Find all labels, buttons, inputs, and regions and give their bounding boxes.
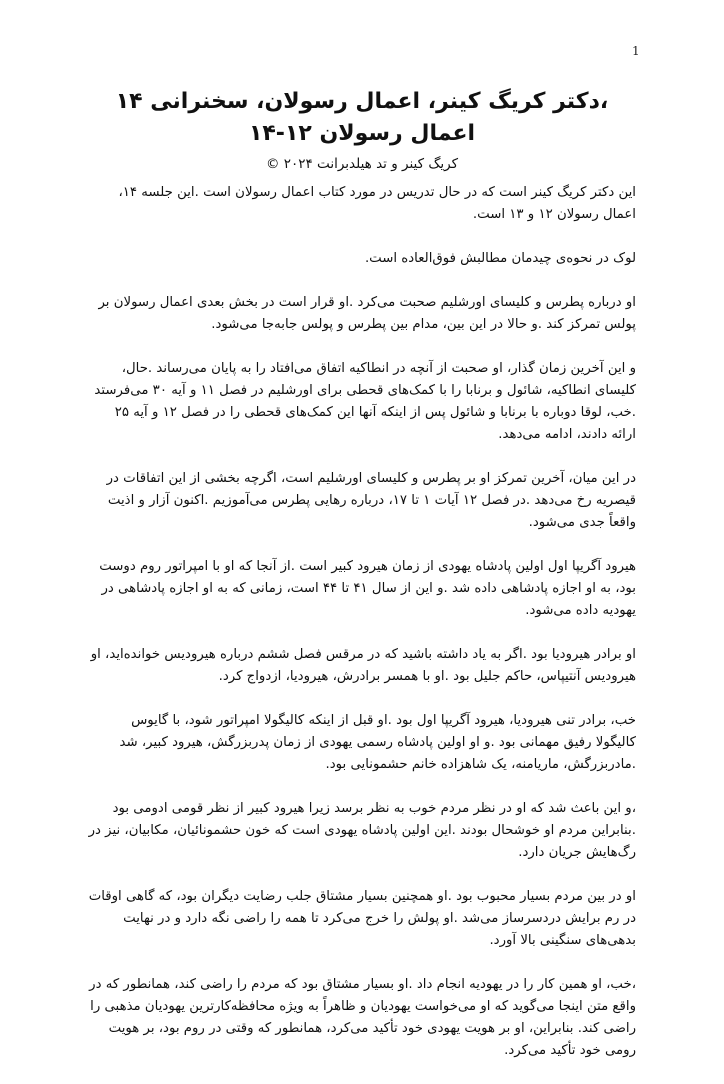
- paragraph-1: این دکتر کریگ کینر است که در حال تدریس در مورد کتاب اعمال رسولان است .این جلسه ۱۴، اعمال رسولان ۱۲ و ۱۳ است.: [118, 185, 636, 222]
- paragraph-5: در این میان، آخرین تمرکز او بر پطرس و کلیسای اورشلیم است، اگرچه بخشی از این اتفاقات در قیصریه رخ می‌دهد .در فصل ۱۲ آیات ۱ تا ۱۷، درباره رهایی پطرس می‌آموزیم .اکنون آزار و اذیت واقعاً جدی می‌شود.: [106, 471, 636, 530]
- paragraph-6: هیرود آگریپا اول اولین پادشاه یهودی از زمان هیرود کبیر است .از آنجا که او با امپراتور روم دوست بود، به او اجازه پادشاهی داده شد .و این از سال ۴۱ تا ۴۴ است، زمانی که به او اجازه پادشاهی در یهودیه داده می‌شود.: [99, 559, 636, 618]
- page-number: 1: [632, 44, 640, 58]
- paragraph-11: ،خب، او همین کار را در یهودیه انجام داد .او بسیار مشتاق بود که مردم را راضی کند، همانطور که در واقع متن اینجا می‌گوید که او می‌خواست یهودیان و ظاهراً به ویژه محافظه‌کارترین یهودیان مذهبی را راضی کند. بنابراین، او بر هویت یهودی خود تأکید می‌کرد، همانطور که وقتی در روم بود، بر هویت رومی خود تأکید می‌کرد.: [89, 977, 636, 1058]
- title-block: [60, 86, 664, 176]
- paragraph-2: لوک در نحوه‌ی چیدمان مطالبش فوق‌العاده است.: [364, 251, 636, 266]
- paragraph-9: ،و این باعث شد که او در نظر مردم خوب به نظر برسد زیرا هیرود کبیر از نظر قومی ادومی بود .بنابراین مردم او خوشحال بودند .این اولین پادشاه یهودی است که خون حشمونائیان، مکابیان، نیز در رگ‌هایش جریان دارد.: [88, 801, 636, 860]
- paragraph-3: او درباره پطرس و کلیسای اورشلیم صحبت می‌کرد .او قرار است در بخش بعدی اعمال رسولان بر پولس تمرکز کند .و حالا در این بین، مدام بین پطرس و پولس جابه‌جا می‌شود.: [98, 295, 636, 332]
- copyright-line: کریگ کینر و تد هیلدبرانت ۲۰۲۴ ©: [265, 156, 459, 172]
- paragraph-8: خب، برادر تنی هیرودیا، هیرود آگریپا اول بود .او قبل از اینکه کالیگولا امپراتور شود، با گایوس کالیگولا رفیق مهمانی بود .و او اولین پادشاه رسمی یهودی از زمان پدربزرگش، هیرود کبیر، شد .مادربزرگش، ماریامنه، یک شاهزاده خانم حشمونایی بود.: [119, 713, 636, 772]
- paragraph-7: او برادر هیرودیا بود .اگر به یاد داشته باشید که در مرقس فصل ششم درباره هیرودیس خوانده‌اید، او هیرودیس آنتیپاس، حاکم جلیل بود .او با همسر برادرش، هیرودیا، ازدواج کرد.: [90, 647, 636, 684]
- paragraph-4: و این آخرین زمان گذار، او صحبت از آنچه در انطاکیه اتفاق می‌افتاد را به پایان می‌رساند .حال، کلیسای انطاکیه، شائول و برنابا را با کمک‌های قحطی برای اورشلیم در فصل ۱۱ و آیه ۳۰ می‌فرستد .خب، لوقا دوباره با برنابا و شائول پس از اینکه آنها این کمک‌های قحطی را در فصل ۱۲ و آیه ۲۵ ارائه دادند، ادامه می‌دهد.: [94, 361, 636, 442]
- transcript-body: [88, 182, 636, 1084]
- page-title: ،دکتر کریگ کینر، اعمال رسولان، سخنرانی ۱۴: [115, 89, 609, 114]
- paragraph-10: او در بین مردم بسیار محبوب بود .او همچنین بسیار مشتاق جلب رضایت دیگران بود، که گاهی اوقات در رم برایش دردسرساز می‌شد .او پولش را خرج می‌کرد تا همه را راضی نگه دارد و در نهایت بدهی‌های سنگینی بالا آورد.: [88, 889, 636, 948]
- page-title-chapters: اعمال رسولان ۱۲-۱۴: [248, 121, 476, 146]
